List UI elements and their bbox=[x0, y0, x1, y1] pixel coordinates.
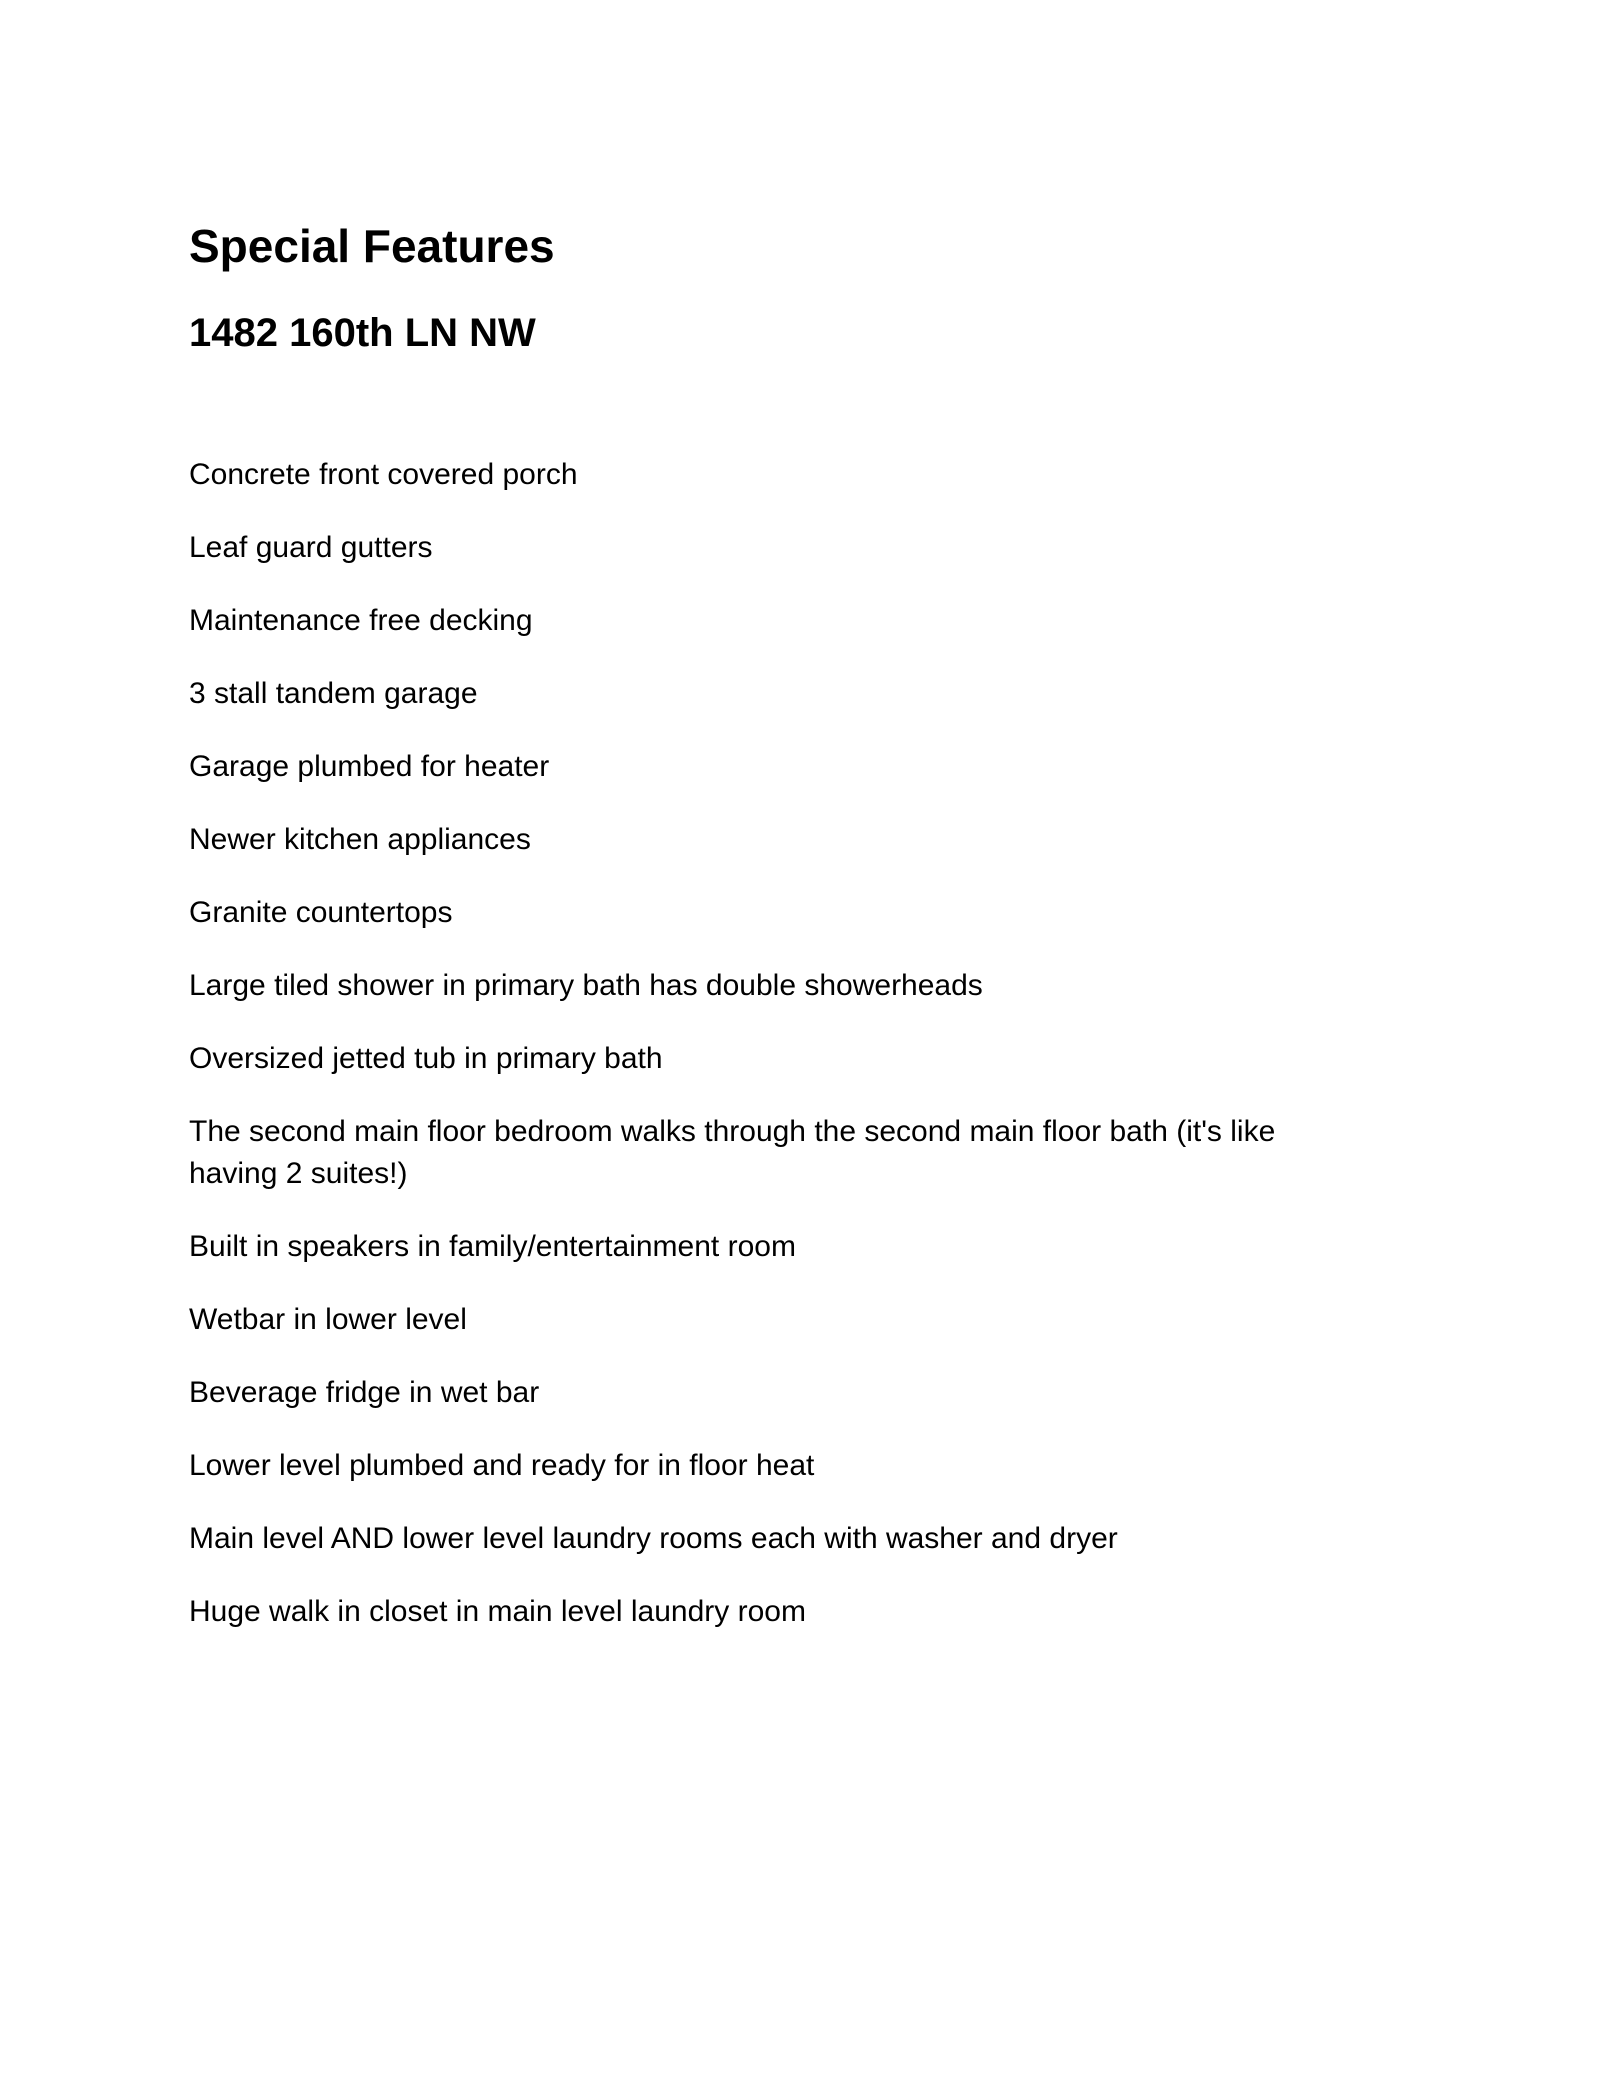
page-title: Special Features bbox=[189, 220, 555, 272]
feature-item: Newer kitchen appliances bbox=[189, 823, 531, 856]
feature-item: The second main floor bedroom walks through the second main floor bath (it's like having 2 suites!) bbox=[189, 1115, 1276, 1190]
feature-list bbox=[189, 454, 1389, 1633]
property-address: 1482 160th LN NW bbox=[189, 311, 536, 355]
document-page bbox=[189, 218, 1389, 1664]
feature-item: Leaf guard gutters bbox=[189, 531, 433, 564]
feature-item: Granite countertops bbox=[189, 896, 453, 929]
feature-item: Built in speakers in family/entertainment room bbox=[189, 1230, 796, 1263]
feature-item: Lower level plumbed and ready for in floor heat bbox=[189, 1449, 815, 1482]
feature-item: Garage plumbed for heater bbox=[189, 750, 550, 783]
feature-item: Large tiled shower in primary bath has double showerheads bbox=[189, 969, 983, 1002]
feature-item: Huge walk in closet in main level laundry room bbox=[189, 1595, 806, 1628]
feature-item: 3 stall tandem garage bbox=[189, 677, 478, 710]
feature-item: Concrete front covered porch bbox=[189, 458, 578, 491]
feature-item: Wetbar in lower level bbox=[189, 1303, 467, 1336]
feature-item: Beverage fridge in wet bar bbox=[189, 1376, 540, 1409]
feature-item: Maintenance free decking bbox=[189, 604, 533, 637]
feature-item: Oversized jetted tub in primary bath bbox=[189, 1042, 663, 1075]
feature-item: Main level AND lower level laundry rooms each with washer and dryer bbox=[189, 1522, 1118, 1555]
